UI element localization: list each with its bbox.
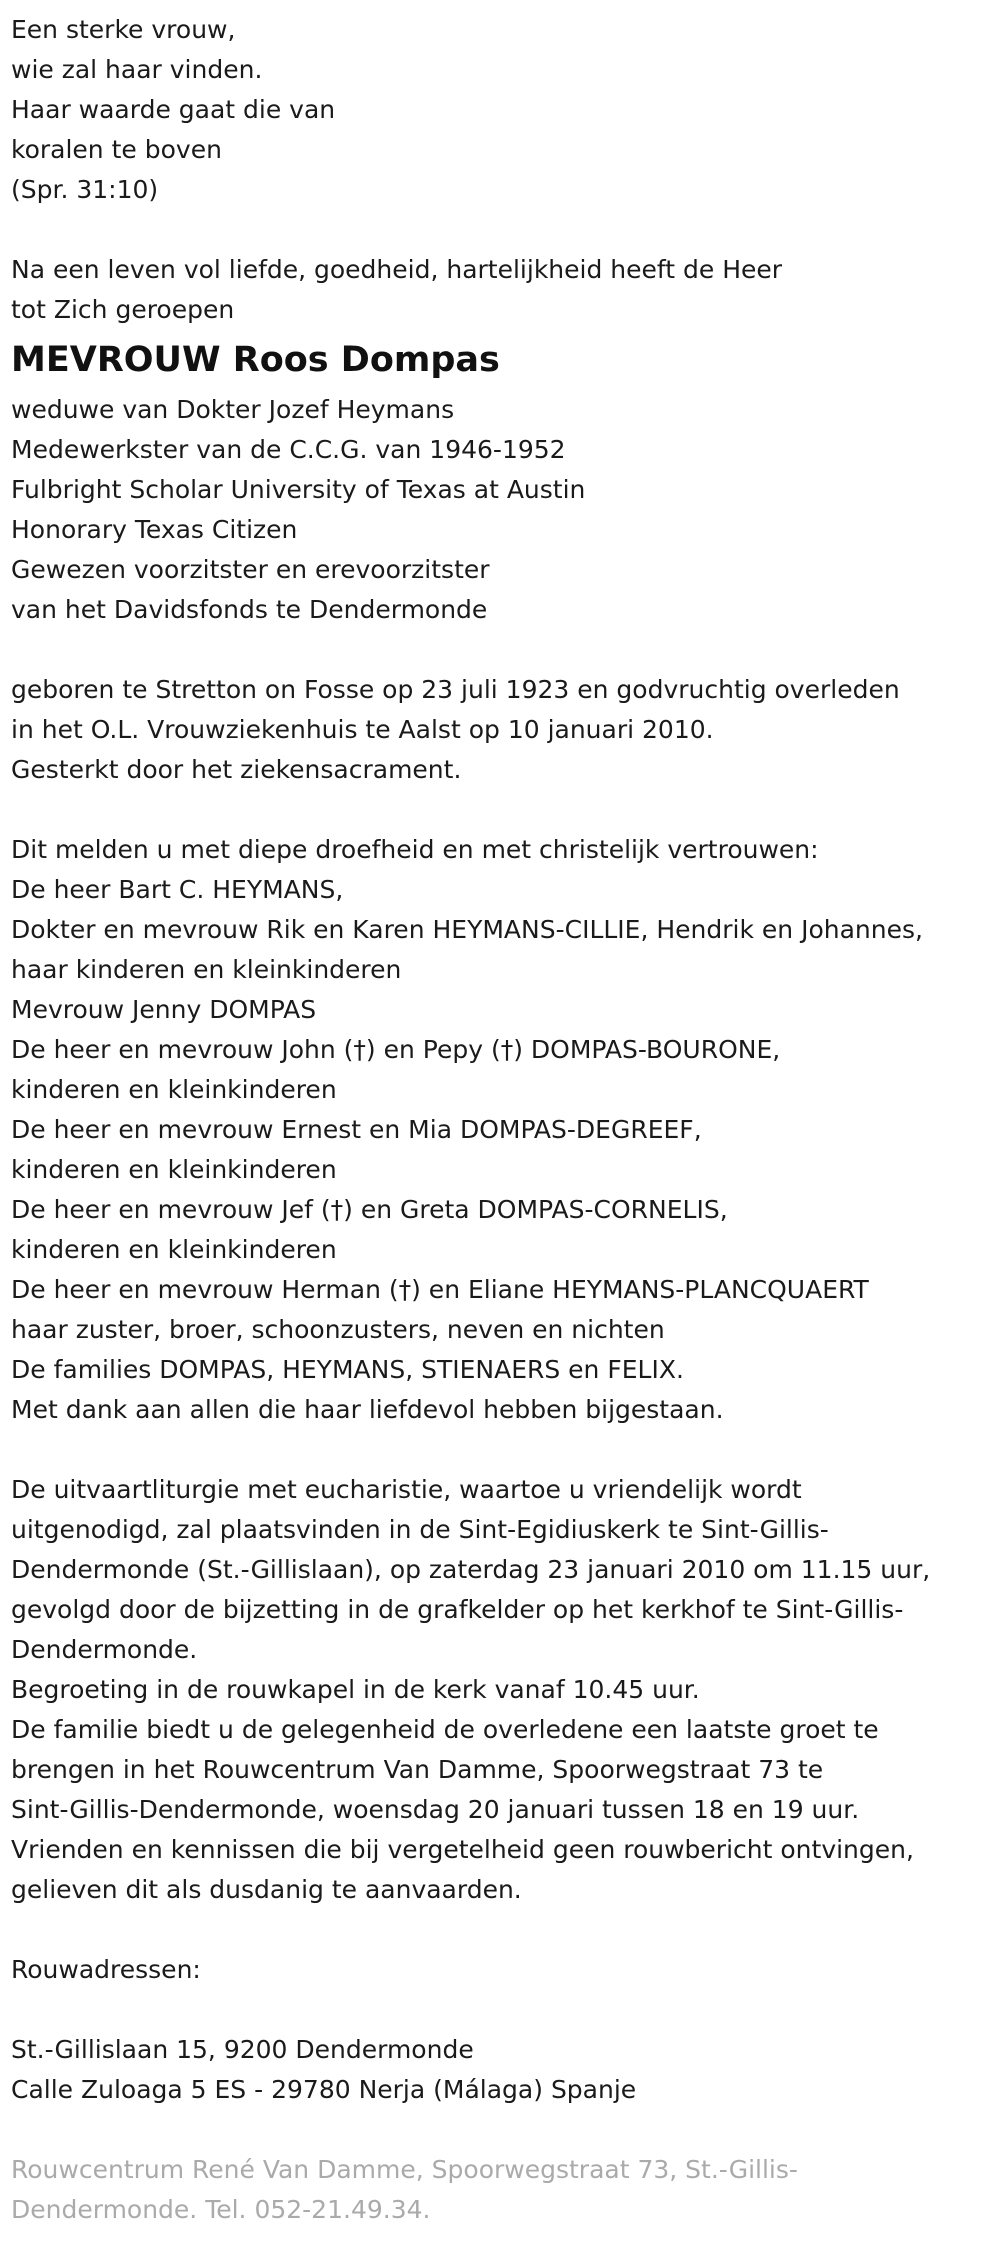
address-line: Calle Zuloaga 5 ES - 29780 Nerja (Málaga) Spanje (11, 2075, 637, 2104)
funeral-line: brengen in het Rouwcentrum Van Damme, Spoorwegstraat 73 te (11, 1755, 824, 1784)
family-line: kinderen en kleinkinderen (11, 1235, 337, 1264)
birth-death-line: Gesterkt door het ziekensacrament. (11, 755, 462, 784)
funeral-info (11, 1470, 996, 1910)
spacer (11, 1990, 996, 2030)
family-line: De families DOMPAS, HEYMANS, STIENAERS en FELIX. (11, 1355, 684, 1384)
addresses-heading: Rouwadressen: (11, 1955, 201, 1984)
family-line: De heer en mevrouw Jef (†) en Greta DOMPAS-CORNELIS, (11, 1195, 728, 1224)
family-line: De heer en mevrouw John (†) en Pepy (†) DOMPAS-BOURONE, (11, 1035, 781, 1064)
funeral-line: Vrienden en kennissen die bij vergetelheid geen rouwbericht ontvingen, (11, 1835, 914, 1864)
deceased-title: weduwe van Dokter Jozef Heymans (11, 395, 455, 424)
deceased-title: van het Davidsfonds te Dendermonde (11, 595, 488, 624)
family-line: haar zuster, broer, schoonzusters, neven en nichten (11, 1315, 665, 1344)
funeral-home-footer (11, 2150, 996, 2230)
verse-line: wie zal haar vinden. (11, 55, 263, 84)
spacer (11, 1910, 996, 1950)
verse-line: Een sterke vrouw, (11, 15, 236, 44)
birth-death-line: geboren te Stretton on Fosse op 23 juli 1923 en godvruchtig overleden (11, 675, 900, 704)
address-line: St.-Gillislaan 15, 9200 Dendermonde (11, 2035, 474, 2064)
intro-text (11, 250, 996, 330)
spacer (11, 630, 996, 670)
mourning-addresses (11, 1950, 996, 2110)
birth-death-info (11, 670, 996, 790)
family-list (11, 830, 996, 1430)
deceased-block (11, 330, 996, 630)
funeral-line: Begroeting in de rouwkapel in de kerk vanaf 10.45 uur. (11, 1675, 700, 1704)
death-notice (11, 10, 996, 2230)
funeral-line: uitgenodigd, zal plaatsvinden in de Sint-Egidiuskerk te Sint-Gillis- (11, 1515, 829, 1544)
intro-line: Na een leven vol liefde, goedheid, hartelijkheid heeft de Heer (11, 255, 783, 284)
bible-verse (11, 10, 996, 210)
footer-line: Dendermonde. Tel. 052-21.49.34. (11, 2195, 431, 2224)
verse-line: koralen te boven (11, 135, 222, 164)
family-line: De heer Bart C. HEYMANS, (11, 875, 344, 904)
family-line: haar kinderen en kleinkinderen (11, 955, 402, 984)
family-line: kinderen en kleinkinderen (11, 1075, 337, 1104)
footer-line: Rouwcentrum René Van Damme, Spoorwegstraat 73, St.-Gillis- (11, 2155, 798, 2184)
family-line: Mevrouw Jenny DOMPAS (11, 995, 317, 1024)
verse-reference: (Spr. 31:10) (11, 175, 159, 204)
spacer (11, 2110, 996, 2150)
family-line: De heer en mevrouw Ernest en Mia DOMPAS-DEGREEF, (11, 1115, 702, 1144)
funeral-line: gevolgd door de bijzetting in de grafkelder op het kerkhof te Sint-Gillis- (11, 1595, 904, 1624)
deceased-title: Honorary Texas Citizen (11, 515, 298, 544)
funeral-line: De familie biedt u de gelegenheid de overledene een laatste groet te (11, 1715, 879, 1744)
funeral-line: Sint-Gillis-Dendermonde, woensdag 20 januari tussen 18 en 19 uur. (11, 1795, 860, 1824)
spacer (11, 210, 996, 250)
spacer (11, 1430, 996, 1470)
funeral-line: Dendermonde (St.-Gillislaan), op zaterdag 23 januari 2010 om 11.15 uur, (11, 1555, 931, 1584)
funeral-line: De uitvaartliturgie met eucharistie, waartoe u vriendelijk wordt (11, 1475, 802, 1504)
family-line: Met dank aan allen die haar liefdevol hebben bijgestaan. (11, 1395, 724, 1424)
intro-line: tot Zich geroepen (11, 295, 235, 324)
deceased-title: Gewezen voorzitster en erevoorzitster (11, 555, 490, 584)
family-line: kinderen en kleinkinderen (11, 1155, 337, 1184)
deceased-title: Fulbright Scholar University of Texas at Austin (11, 475, 586, 504)
deceased-title: Medewerkster van de C.C.G. van 1946-1952 (11, 435, 566, 464)
deceased-name: MEVROUW Roos Dompas (11, 340, 500, 380)
family-line: Dokter en mevrouw Rik en Karen HEYMANS-CILLIE, Hendrik en Johannes, (11, 915, 923, 944)
verse-line: Haar waarde gaat die van (11, 95, 336, 124)
spacer (11, 790, 996, 830)
birth-death-line: in het O.L. Vrouwziekenhuis te Aalst op 10 januari 2010. (11, 715, 714, 744)
family-line: De heer en mevrouw Herman (†) en Eliane HEYMANS-PLANCQUAERT (11, 1275, 869, 1304)
family-line: Dit melden u met diepe droefheid en met christelijk vertrouwen: (11, 835, 819, 864)
funeral-line: gelieven dit als dusdanig te aanvaarden. (11, 1875, 522, 1904)
funeral-line: Dendermonde. (11, 1635, 198, 1664)
